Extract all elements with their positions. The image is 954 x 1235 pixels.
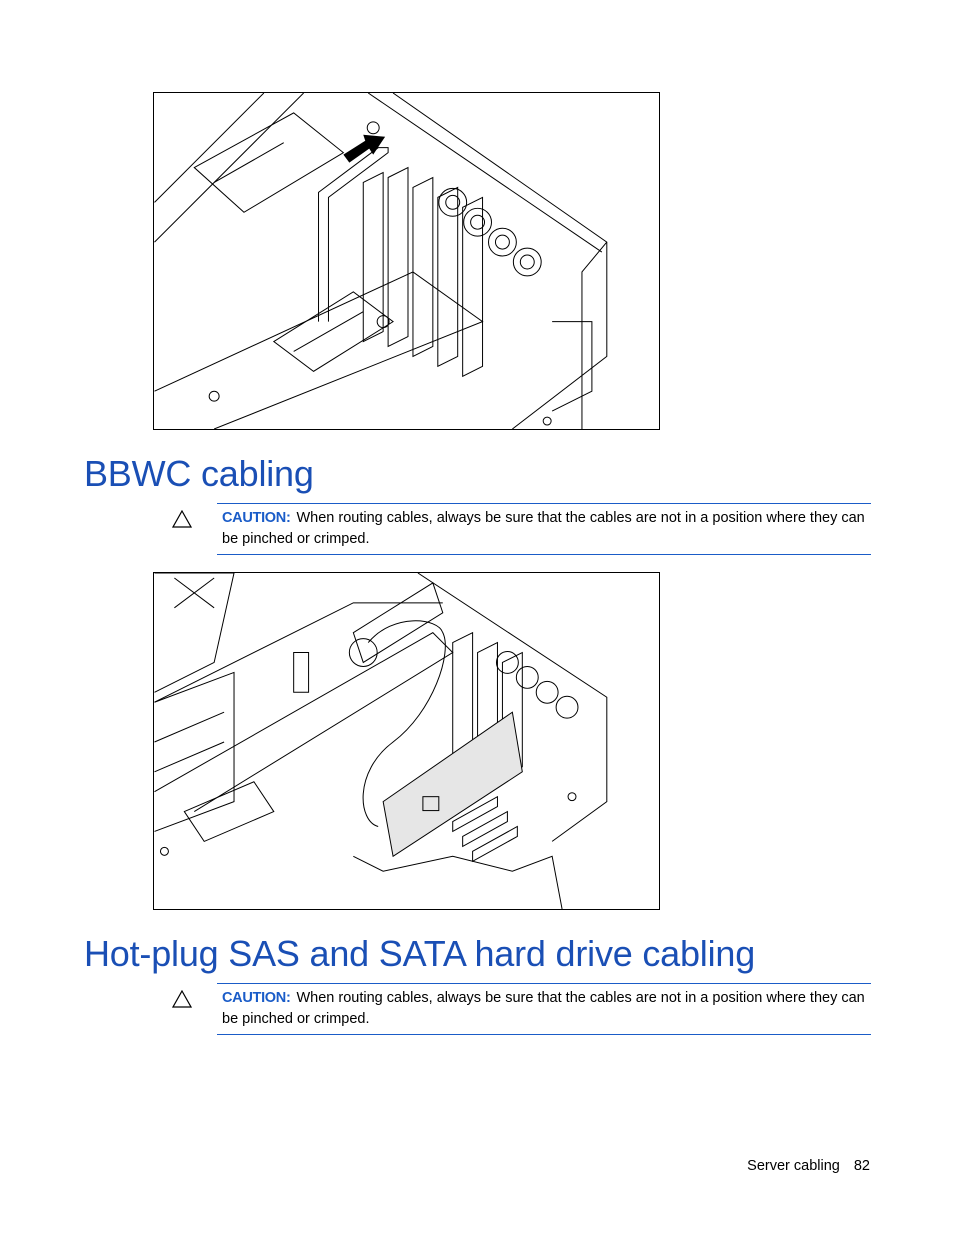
caution-text: When routing cables, always be sure that the cables are not in a position where they can be pinched or crimped. <box>222 510 865 547</box>
section-title: Hot-plug SAS and SATA hard drive cabling <box>84 933 756 974</box>
bbwc-cabling-illustration <box>153 572 660 910</box>
bbwc-line-art <box>154 573 659 909</box>
chassis-line-art <box>154 93 659 429</box>
page-footer <box>747 1158 870 1174</box>
section-title: BBWC cabling <box>84 453 314 494</box>
warning-triangle-icon <box>172 510 192 528</box>
caution-label: CAUTION: <box>222 990 291 1006</box>
caution-note <box>217 983 871 1035</box>
caution-note <box>217 503 871 555</box>
caution-label: CAUTION: <box>222 510 291 526</box>
page-number: 82 <box>853 1158 870 1174</box>
footer-section-name: Server cabling <box>747 1158 840 1174</box>
warning-triangle-icon <box>172 990 192 1008</box>
server-cable-illustration <box>153 92 660 430</box>
caution-text: When routing cables, always be sure that the cables are not in a position where they can be pinched or crimped. <box>222 990 865 1027</box>
